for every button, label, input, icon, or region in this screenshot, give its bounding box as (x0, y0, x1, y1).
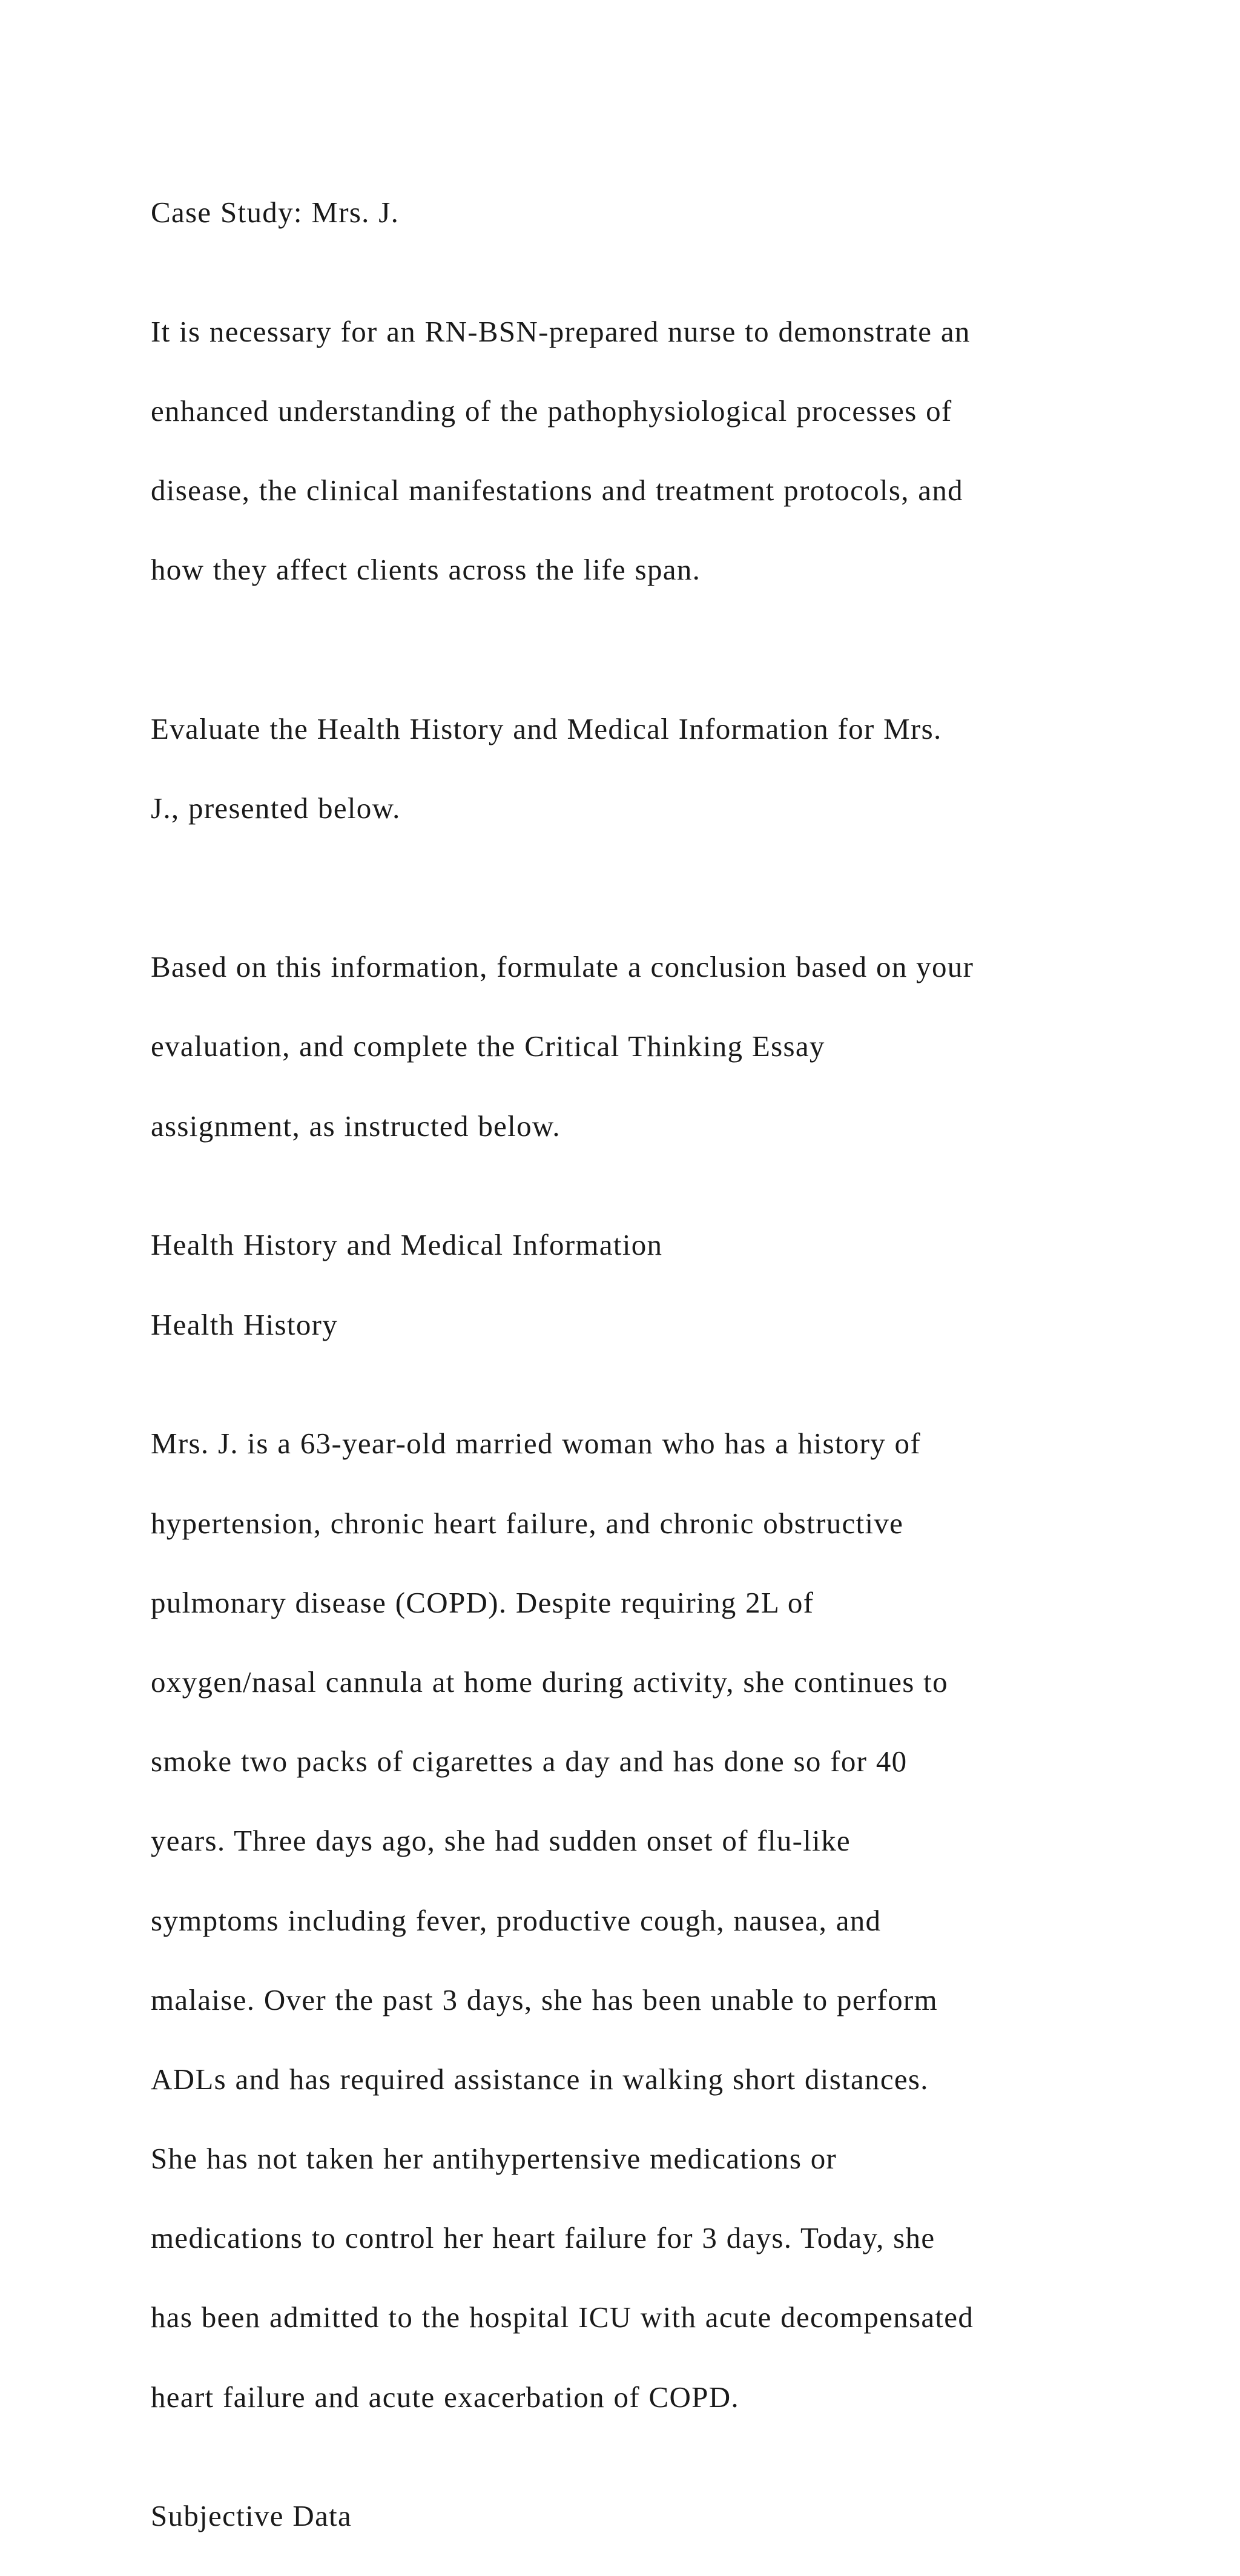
history-line: medications to control her heart failure for 3 days. Today, she (151, 2221, 935, 2255)
intro-line: It is necessary for an RN-BSN-prepared nurse to demonstrate an (151, 314, 971, 348)
evaluate-paragraph (151, 669, 1144, 868)
history-line: pulmonary disease (COPD). Despite requiring 2L of (151, 1585, 814, 1619)
instructions-line: evaluation, and complete the Critical Thinking Essay (151, 1029, 825, 1063)
instructions-line: assignment, as instructed below. (151, 1109, 561, 1143)
history-line: Mrs. J. is a 63-year-old married woman who has a history of (151, 1427, 921, 1461)
health-history-paragraph (151, 1384, 1144, 2457)
case-study-title: Case Study: Mrs. J. (151, 196, 400, 229)
history-line: hypertension, chronic heart failure, and chronic obstructive (151, 1506, 904, 1540)
history-line: years. Three days ago, she had sudden onset of flu-like (151, 1824, 851, 1858)
history-line: ADLs and has required assistance in walking short distances. (151, 2062, 929, 2096)
intro-line: disease, the clinical manifestations and treatment protocols, and (151, 474, 963, 507)
history-line: oxygen/nasal cannula at home during activity, she continues to (151, 1665, 948, 1699)
intro-line: how they affect clients across the life span. (151, 553, 701, 587)
evaluate-line: J., presented below. (151, 791, 401, 825)
intro-paragraph (151, 272, 1144, 629)
evaluate-line: Evaluate the Health History and Medical Information for Mrs. (151, 712, 942, 745)
subjective-data-heading: Subjective Data (151, 2499, 352, 2533)
history-line: heart failure and acute exacerbation of COPD. (151, 2380, 739, 2414)
instructions-line: Based on this information, formulate a conclusion based on your (151, 950, 974, 984)
section-heading: Health History and Medical Information (151, 1228, 663, 1262)
intro-line: enhanced understanding of the pathophysiological processes of (151, 394, 952, 428)
history-line: has been admitted to the hospital ICU with acute decompensated (151, 2300, 974, 2334)
history-line: smoke two packs of cigarettes a day and has done so for 40 (151, 1745, 908, 1778)
history-line: She has not taken her antihypertensive medications or (151, 2142, 837, 2176)
history-line: symptoms including fever, productive cough, nausea, and (151, 1903, 882, 1937)
document-body (151, 193, 1144, 2576)
history-line: malaise. Over the past 3 days, she has been unable to perform (151, 1983, 938, 2016)
instructions-paragraph (151, 908, 1144, 1186)
subsection-heading: Health History (151, 1307, 338, 1341)
